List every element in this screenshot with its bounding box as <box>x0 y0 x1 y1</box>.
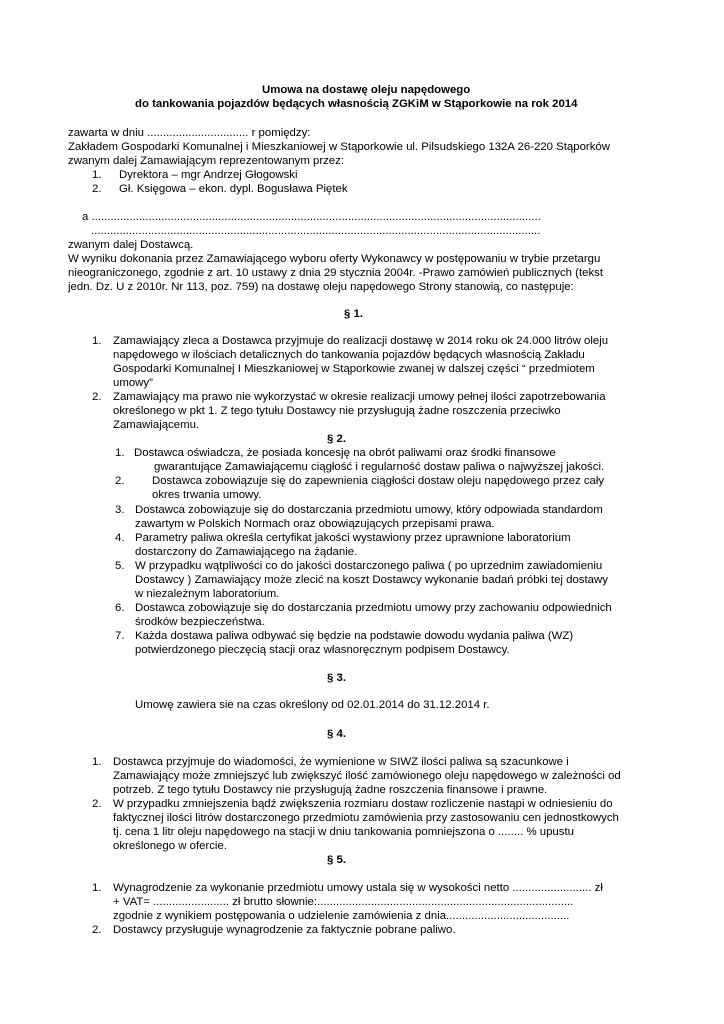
s2-item-1-line: gwarantujące Zamawiającemu ciągłość i regularność dostaw paliwa o najwyższej jakości. <box>154 461 605 473</box>
s4-item-2-line: faktycznej ilości litrów dostarczonego przedmiotu zamówienia przy zastosowaniu cen jednostkowych <box>113 812 619 824</box>
s2-item-4-line: Parametry paliwa określa certyfikat jakości wystawiony przez uprawnione laboratorium <box>135 532 571 544</box>
s1-item-1-number: 1. <box>92 335 102 347</box>
s2-item-5-line: Dostawcy ) Zamawiający może zlecić na koszt Dostawcy wykonanie badań próbki tej dostawy <box>135 574 608 586</box>
s4-item-1-line: Dostawca przyjmuje do wiadomości, że wymienione w SIWZ ilości paliwa są szacunkowe i <box>113 756 569 768</box>
section-4-heading: § 4. <box>327 728 346 740</box>
s2-item-7-number: 7. <box>115 630 125 642</box>
s2-item-7-line: Każda dostawa paliwa odbywać się będzie na podstawie dowodu wydania paliwa (WZ) <box>135 630 574 642</box>
s1-item-1-line: napędowego w ilościach detalicznych do tankowania pojazdów będących własnością Zakładu <box>113 349 585 361</box>
s2-item-1-line: Dostawca oświadcza, że posiada koncesję na obrót paliwami oraz środki finansowe <box>134 447 556 459</box>
contractor-dots-1: a .............................................................................................................................................. <box>82 211 541 223</box>
s2-item-5-number: 5. <box>115 560 125 572</box>
s4-item-2-line: tj. cena 1 litr oleju napędowego na stacji w dniu tankowania pomniejszona o ........ % upustu <box>113 826 574 838</box>
s2-item-4-line: dostarczony do Zamawiającego na żądanie. <box>135 546 358 558</box>
s2-item-2-number: 2. <box>115 475 125 487</box>
s2-item-3-line: Dostawca zobowiązuje się do dostarczania przedmiotu umowy, który odpowiada standardom <box>135 504 603 516</box>
s4-item-1-line: potrzeb. Z tego tytułu Dostawcy nie przysługują żadne roszczenia finansowe i prawne. <box>113 784 548 796</box>
contractor-named-line: zwanym dalej Dostawcą. <box>68 239 194 251</box>
s1-item-2-number: 2. <box>92 391 102 403</box>
intro-represented-line: zwanym dalej Zamawiającym reprezentowanym przez: <box>68 155 345 167</box>
s2-item-4-number: 4. <box>115 532 125 544</box>
title-line-1: Umowa na dostawę oleju napędowego <box>262 84 471 96</box>
s1-item-1-line: Gospodarki Komunalnej I Mieszkaniowej w Stąporkowie zwanej w dalszej części “ przedmiotem <box>113 363 595 375</box>
s4-item-2-line: określonego w ofercie. <box>113 840 227 852</box>
s4-item-1-number: 1. <box>92 756 102 768</box>
s5-item-2-number: 2. <box>92 924 102 936</box>
s2-item-5-line: W przypadku wątpliwości co do jakości dostarczonego paliwa ( po uprzednim zawiadomieniu <box>135 560 603 572</box>
s2-item-6-number: 6. <box>115 602 125 614</box>
contractor-basis-line-3: jedn. Dz. U z 2010r. Nr 113, poz. 759) na dostawę oleju napędowego Strony stanowią, co następuje: <box>68 281 574 293</box>
contractor-dots-2: .............................................................................................................................................. <box>91 225 541 237</box>
rep-2-number: 2. <box>92 183 102 195</box>
s3-text: Umowę zawiera sie na czas określony od 02.01.2014 do 31.12.2014 r. <box>135 699 490 711</box>
rep-1-text: Dyrektora – mgr Andrzej Głogowski <box>119 169 298 181</box>
s5-item-2-line: Dostawcy przysługuje wynagrodzenie za faktycznie pobrane paliwo. <box>113 924 456 936</box>
s5-item-1-line: Wynagrodzenie za wykonanie przedmiotu umowy ustala się w wysokości netto ......................... zł <box>113 882 603 894</box>
section-2-heading: § 2. <box>327 433 346 445</box>
s1-item-2-line: określonego w pkt 1. Z tego tytułu Dostawcy nie przysługują żadne roszczenia przeciwko <box>113 405 561 417</box>
s2-item-2-line: okres trwania umowy. <box>152 489 262 501</box>
s1-item-1-line: umowy” <box>113 377 153 389</box>
s4-item-2-line: W przypadku zmniejszenia bądź zwiększenia rozmiaru dostaw rozliczenie nastąpi w odniesieniu do <box>113 798 613 810</box>
rep-1-number: 1. <box>92 169 102 181</box>
s2-item-7-line: potwierdzonego pieczęcią stacji oraz własnoręcznym podpisem Dostawcy. <box>135 644 510 656</box>
s2-item-1-number: 1. <box>115 447 125 459</box>
contractor-basis-line-2: nieograniczonego, zgodnie z art. 10 ustawy z dnia 29 stycznia 2004r. -Prawo zamówień publicznych (tekst <box>68 267 604 279</box>
s2-item-5-line: w niezależnym laboratorium. <box>135 588 280 600</box>
contractor-basis-line-1: W wyniku dokonania przez Zamawiającego wyboru oferty Wykonawcy w postępowaniu w trybie przetargu <box>68 253 601 265</box>
s2-item-6-line: środków bezpieczeństwa. <box>135 616 265 628</box>
s1-item-2-line: Zamawiającemu. <box>113 419 200 431</box>
s5-item-1-line: zgodnie z wynikiem postępowania o udzielenie zamówienia z dnia....................................... <box>113 910 570 922</box>
s1-item-2-line: Zamawiający ma prawo nie wykorzystać w okresie realizacji umowy pełnej ilości zapotrzebowania <box>113 391 606 403</box>
s4-item-2-number: 2. <box>92 798 102 810</box>
intro-party-line: Zakładem Gospodarki Komunalnej i Mieszkaniowej w Stąporkowie ul. Pilsudskiego 132A 26-220 Stąporków <box>68 141 610 153</box>
s2-item-3-line: zawartym w Polskich Normach oraz obowiązujących przepisami prawa. <box>135 518 495 530</box>
section-3-heading: § 3. <box>327 672 346 684</box>
section-5-heading: § 5. <box>327 854 346 866</box>
s2-item-3-number: 3. <box>115 504 125 516</box>
title-line-2: do tankowania pojazdów będących własnością ZGKiM w Stąporkowie na rok 2014 <box>135 98 578 110</box>
intro-date-line: zawarta w dniu ................................ r pomiędzy: <box>68 127 311 139</box>
s2-item-2-line: Dostawca zobowiązuje się do zapewnienia ciągłości dostaw oleju napędowego przez cały <box>152 475 605 487</box>
rep-2-text: Gł. Księgowa – ekon. dypl. Bogusława Piętek <box>119 183 348 195</box>
s5-item-1-line: + VAT= ........................ zł brutto słownie:................................................................................. <box>113 896 574 908</box>
section-1-heading: § 1. <box>344 308 363 320</box>
s1-item-1-line: Zamawiający zleca a Dostawca przyjmuje do realizacji dostawę w 2014 roku ok 24.000 litrów oleju <box>113 335 609 347</box>
s5-item-1-number: 1. <box>92 882 102 894</box>
s4-item-1-line: Zamawiający może zmniejszyć lub zwiększyć ilość zamówionego oleju napędowego w zależności od <box>113 770 621 782</box>
s2-item-6-line: Dostawca zobowiązuje się do dostarczania przedmiotu umowy przy zachowaniu odpowiednich <box>135 602 612 614</box>
